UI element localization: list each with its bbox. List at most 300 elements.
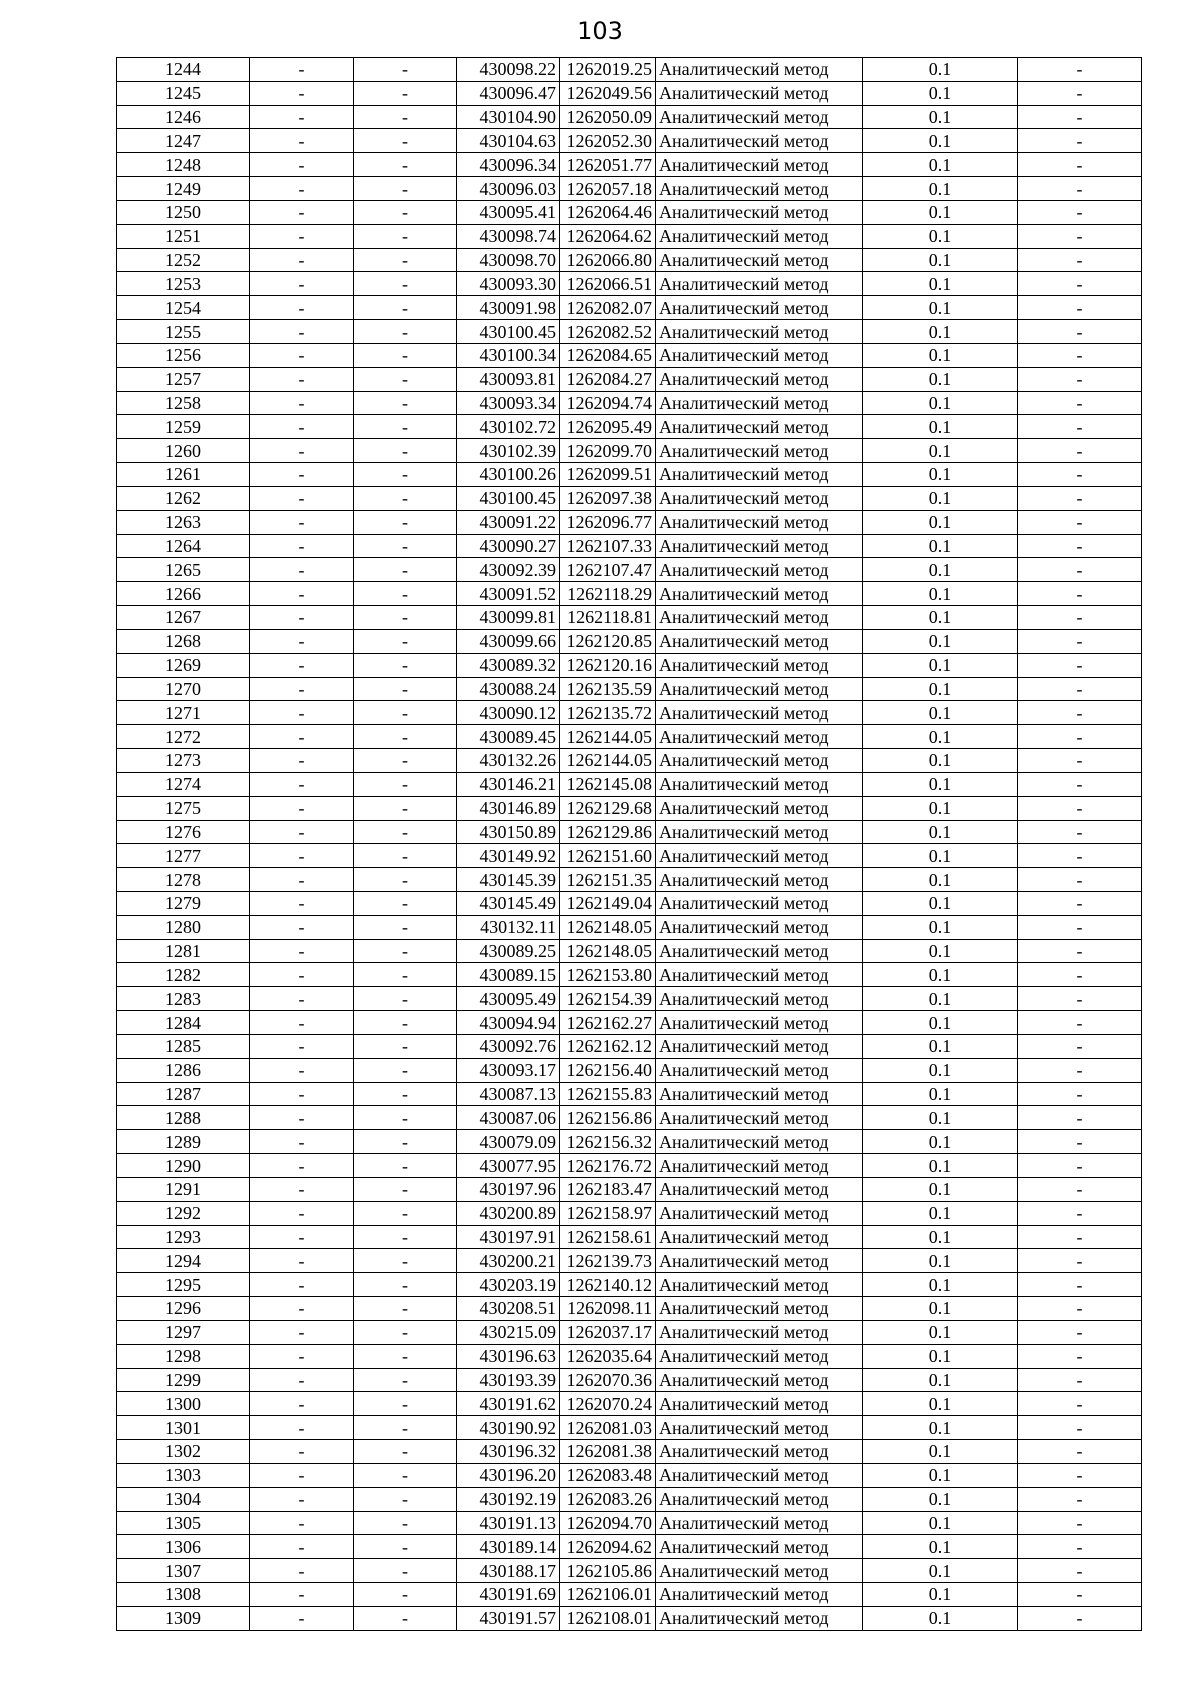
y-coordinate-cell: 1262066.51 — [560, 272, 656, 296]
y-coordinate-cell: 1262064.62 — [560, 224, 656, 248]
method-cell: Аналитический метод — [656, 129, 863, 153]
dash-cell: - — [250, 1201, 354, 1225]
dash-cell: - — [1018, 1344, 1142, 1368]
y-coordinate-cell: 1262081.03 — [560, 1416, 656, 1440]
y-coordinate-cell: 1262158.97 — [560, 1201, 656, 1225]
dash-cell: - — [354, 939, 457, 963]
dash-cell: - — [354, 1297, 457, 1321]
dash-cell: - — [354, 820, 457, 844]
table-row — [117, 1606, 1142, 1630]
method-cell: Аналитический метод — [656, 177, 863, 201]
table-row — [117, 1583, 1142, 1607]
dash-cell: - — [354, 1583, 457, 1607]
dash-cell: - — [354, 224, 457, 248]
table-row — [117, 272, 1142, 296]
table-row — [117, 844, 1142, 868]
table-row — [117, 105, 1142, 129]
dash-cell: - — [250, 1511, 354, 1535]
method-cell: Аналитический метод — [656, 915, 863, 939]
x-coordinate-cell: 430203.19 — [457, 1273, 560, 1297]
table-row — [117, 1297, 1142, 1321]
point-number-cell: 1266 — [117, 582, 250, 606]
dash-cell: - — [250, 343, 354, 367]
x-coordinate-cell: 430089.25 — [457, 939, 560, 963]
method-cell: Аналитический метод — [656, 296, 863, 320]
accuracy-cell: 0.1 — [863, 1416, 1018, 1440]
dash-cell: - — [1018, 1082, 1142, 1106]
method-cell: Аналитический метод — [656, 963, 863, 987]
point-number-cell: 1305 — [117, 1511, 250, 1535]
point-number-cell: 1289 — [117, 1130, 250, 1154]
dash-cell: - — [1018, 606, 1142, 630]
point-number-cell: 1245 — [117, 81, 250, 105]
x-coordinate-cell: 430099.81 — [457, 606, 560, 630]
point-number-cell: 1286 — [117, 1058, 250, 1082]
dash-cell: - — [250, 1011, 354, 1035]
dash-cell: - — [354, 81, 457, 105]
point-number-cell: 1306 — [117, 1535, 250, 1559]
accuracy-cell: 0.1 — [863, 391, 1018, 415]
method-cell: Аналитический метод — [656, 248, 863, 272]
table-row — [117, 891, 1142, 915]
point-number-cell: 1302 — [117, 1440, 250, 1464]
method-cell: Аналитический метод — [656, 200, 863, 224]
dash-cell: - — [250, 1297, 354, 1321]
y-coordinate-cell: 1262162.27 — [560, 1011, 656, 1035]
table-row — [117, 510, 1142, 534]
dash-cell: - — [354, 1416, 457, 1440]
dash-cell: - — [354, 320, 457, 344]
dash-cell: - — [250, 558, 354, 582]
accuracy-cell: 0.1 — [863, 1392, 1018, 1416]
dash-cell: - — [1018, 1058, 1142, 1082]
point-number-cell: 1309 — [117, 1606, 250, 1630]
point-number-cell: 1268 — [117, 629, 250, 653]
x-coordinate-cell: 430093.30 — [457, 272, 560, 296]
method-cell: Аналитический метод — [656, 415, 863, 439]
dash-cell: - — [250, 510, 354, 534]
dash-cell: - — [250, 415, 354, 439]
dash-cell: - — [1018, 558, 1142, 582]
point-number-cell: 1293 — [117, 1225, 250, 1249]
dash-cell: - — [250, 1106, 354, 1130]
dash-cell: - — [1018, 582, 1142, 606]
dash-cell: - — [1018, 439, 1142, 463]
method-cell: Аналитический метод — [656, 1606, 863, 1630]
dash-cell: - — [354, 1320, 457, 1344]
y-coordinate-cell: 1262153.80 — [560, 963, 656, 987]
point-number-cell: 1250 — [117, 200, 250, 224]
x-coordinate-cell: 430197.96 — [457, 1177, 560, 1201]
y-coordinate-cell: 1262084.65 — [560, 343, 656, 367]
y-coordinate-cell: 1262108.01 — [560, 1606, 656, 1630]
y-coordinate-cell: 1262156.32 — [560, 1130, 656, 1154]
point-number-cell: 1271 — [117, 701, 250, 725]
table-row — [117, 1559, 1142, 1583]
accuracy-cell: 0.1 — [863, 963, 1018, 987]
point-number-cell: 1283 — [117, 987, 250, 1011]
method-cell: Аналитический метод — [656, 939, 863, 963]
x-coordinate-cell: 430150.89 — [457, 820, 560, 844]
dash-cell: - — [354, 1344, 457, 1368]
dash-cell: - — [250, 939, 354, 963]
accuracy-cell: 0.1 — [863, 1154, 1018, 1178]
dash-cell: - — [250, 200, 354, 224]
y-coordinate-cell: 1262148.05 — [560, 939, 656, 963]
y-coordinate-cell: 1262094.62 — [560, 1535, 656, 1559]
method-cell: Аналитический метод — [656, 1082, 863, 1106]
point-number-cell: 1291 — [117, 1177, 250, 1201]
x-coordinate-cell: 430091.98 — [457, 296, 560, 320]
point-number-cell: 1297 — [117, 1320, 250, 1344]
table-row — [117, 820, 1142, 844]
dash-cell: - — [250, 1225, 354, 1249]
y-coordinate-cell: 1262083.48 — [560, 1463, 656, 1487]
accuracy-cell: 0.1 — [863, 915, 1018, 939]
y-coordinate-cell: 1262105.86 — [560, 1559, 656, 1583]
point-number-cell: 1248 — [117, 153, 250, 177]
point-number-cell: 1292 — [117, 1201, 250, 1225]
dash-cell: - — [1018, 463, 1142, 487]
dash-cell: - — [1018, 939, 1142, 963]
table-row — [117, 1487, 1142, 1511]
dash-cell: - — [250, 915, 354, 939]
dash-cell: - — [250, 1058, 354, 1082]
dash-cell: - — [354, 439, 457, 463]
method-cell: Аналитический метод — [656, 1273, 863, 1297]
x-coordinate-cell: 430092.39 — [457, 558, 560, 582]
method-cell: Аналитический метод — [656, 582, 863, 606]
table-row — [117, 606, 1142, 630]
dash-cell: - — [250, 963, 354, 987]
dash-cell: - — [1018, 1106, 1142, 1130]
dash-cell: - — [354, 1463, 457, 1487]
point-number-cell: 1261 — [117, 463, 250, 487]
dash-cell: - — [354, 1606, 457, 1630]
point-number-cell: 1279 — [117, 891, 250, 915]
point-number-cell: 1274 — [117, 772, 250, 796]
dash-cell: - — [250, 1487, 354, 1511]
x-coordinate-cell: 430096.34 — [457, 153, 560, 177]
dash-cell: - — [1018, 963, 1142, 987]
method-cell: Аналитический метод — [656, 1463, 863, 1487]
dash-cell: - — [250, 1416, 354, 1440]
point-number-cell: 1249 — [117, 177, 250, 201]
dash-cell: - — [354, 749, 457, 773]
dash-cell: - — [250, 629, 354, 653]
dash-cell: - — [354, 987, 457, 1011]
dash-cell: - — [250, 58, 354, 82]
dash-cell: - — [250, 1463, 354, 1487]
dash-cell: - — [354, 1154, 457, 1178]
table-row — [117, 1154, 1142, 1178]
dash-cell: - — [250, 391, 354, 415]
dash-cell: - — [354, 105, 457, 129]
dash-cell: - — [1018, 844, 1142, 868]
table-row — [117, 320, 1142, 344]
method-cell: Аналитический метод — [656, 1368, 863, 1392]
method-cell: Аналитический метод — [656, 868, 863, 892]
point-number-cell: 1287 — [117, 1082, 250, 1106]
dash-cell: - — [1018, 868, 1142, 892]
dash-cell: - — [1018, 915, 1142, 939]
accuracy-cell: 0.1 — [863, 844, 1018, 868]
y-coordinate-cell: 1262035.64 — [560, 1344, 656, 1368]
y-coordinate-cell: 1262094.70 — [560, 1511, 656, 1535]
method-cell: Аналитический метод — [656, 606, 863, 630]
method-cell: Аналитический метод — [656, 391, 863, 415]
x-coordinate-cell: 430095.49 — [457, 987, 560, 1011]
accuracy-cell: 0.1 — [863, 987, 1018, 1011]
accuracy-cell: 0.1 — [863, 439, 1018, 463]
x-coordinate-cell: 430089.15 — [457, 963, 560, 987]
y-coordinate-cell: 1262099.51 — [560, 463, 656, 487]
method-cell: Аналитический метод — [656, 1034, 863, 1058]
table-row — [117, 81, 1142, 105]
method-cell: Аналитический метод — [656, 510, 863, 534]
y-coordinate-cell: 1262156.40 — [560, 1058, 656, 1082]
point-number-cell: 1284 — [117, 1011, 250, 1035]
table-row — [117, 391, 1142, 415]
dash-cell: - — [250, 844, 354, 868]
y-coordinate-cell: 1262051.77 — [560, 153, 656, 177]
table-row — [117, 463, 1142, 487]
x-coordinate-cell: 430098.74 — [457, 224, 560, 248]
dash-cell: - — [354, 963, 457, 987]
dash-cell: - — [354, 868, 457, 892]
method-cell: Аналитический метод — [656, 320, 863, 344]
dash-cell: - — [1018, 320, 1142, 344]
method-cell: Аналитический метод — [656, 891, 863, 915]
dash-cell: - — [1018, 81, 1142, 105]
point-number-cell: 1247 — [117, 129, 250, 153]
table-row — [117, 1273, 1142, 1297]
table-row — [117, 439, 1142, 463]
dash-cell: - — [250, 820, 354, 844]
accuracy-cell: 0.1 — [863, 1440, 1018, 1464]
accuracy-cell: 0.1 — [863, 1106, 1018, 1130]
y-coordinate-cell: 1262083.26 — [560, 1487, 656, 1511]
dash-cell: - — [1018, 510, 1142, 534]
dash-cell: - — [354, 1106, 457, 1130]
dash-cell: - — [250, 534, 354, 558]
table-row — [117, 868, 1142, 892]
method-cell: Аналитический метод — [656, 1058, 863, 1082]
dash-cell: - — [1018, 1463, 1142, 1487]
y-coordinate-cell: 1262099.70 — [560, 439, 656, 463]
y-coordinate-cell: 1262107.47 — [560, 558, 656, 582]
dash-cell: - — [354, 463, 457, 487]
method-cell: Аналитический метод — [656, 463, 863, 487]
dash-cell: - — [354, 796, 457, 820]
dash-cell: - — [354, 296, 457, 320]
accuracy-cell: 0.1 — [863, 1011, 1018, 1035]
y-coordinate-cell: 1262120.85 — [560, 629, 656, 653]
y-coordinate-cell: 1262156.86 — [560, 1106, 656, 1130]
point-number-cell: 1290 — [117, 1154, 250, 1178]
dash-cell: - — [1018, 1201, 1142, 1225]
dash-cell: - — [250, 296, 354, 320]
y-coordinate-cell: 1262049.56 — [560, 81, 656, 105]
accuracy-cell: 0.1 — [863, 224, 1018, 248]
dash-cell: - — [250, 1177, 354, 1201]
x-coordinate-cell: 430090.27 — [457, 534, 560, 558]
dash-cell: - — [1018, 105, 1142, 129]
point-number-cell: 1254 — [117, 296, 250, 320]
table-row — [117, 534, 1142, 558]
method-cell: Аналитический метод — [656, 749, 863, 773]
dash-cell: - — [250, 320, 354, 344]
x-coordinate-cell: 430102.39 — [457, 439, 560, 463]
table-row — [117, 1511, 1142, 1535]
point-number-cell: 1263 — [117, 510, 250, 534]
accuracy-cell: 0.1 — [863, 1487, 1018, 1511]
x-coordinate-cell: 430146.21 — [457, 772, 560, 796]
y-coordinate-cell: 1262057.18 — [560, 177, 656, 201]
dash-cell: - — [354, 582, 457, 606]
dash-cell: - — [354, 1225, 457, 1249]
accuracy-cell: 0.1 — [863, 1511, 1018, 1535]
method-cell: Аналитический метод — [656, 81, 863, 105]
dash-cell: - — [354, 677, 457, 701]
x-coordinate-cell: 430197.91 — [457, 1225, 560, 1249]
accuracy-cell: 0.1 — [863, 796, 1018, 820]
y-coordinate-cell: 1262084.27 — [560, 367, 656, 391]
x-coordinate-cell: 430093.81 — [457, 367, 560, 391]
accuracy-cell: 0.1 — [863, 653, 1018, 677]
point-number-cell: 1278 — [117, 868, 250, 892]
dash-cell: - — [250, 1606, 354, 1630]
y-coordinate-cell: 1262151.60 — [560, 844, 656, 868]
dash-cell: - — [354, 772, 457, 796]
y-coordinate-cell: 1262094.74 — [560, 391, 656, 415]
table-row — [117, 1034, 1142, 1058]
x-coordinate-cell: 430079.09 — [457, 1130, 560, 1154]
table-row — [117, 749, 1142, 773]
x-coordinate-cell: 430132.26 — [457, 749, 560, 773]
x-coordinate-cell: 430146.89 — [457, 796, 560, 820]
dash-cell: - — [354, 1273, 457, 1297]
x-coordinate-cell: 430196.63 — [457, 1344, 560, 1368]
y-coordinate-cell: 1262129.86 — [560, 820, 656, 844]
table-row — [117, 1225, 1142, 1249]
point-number-cell: 1296 — [117, 1297, 250, 1321]
y-coordinate-cell: 1262129.68 — [560, 796, 656, 820]
dash-cell: - — [250, 486, 354, 510]
dash-cell: - — [1018, 1273, 1142, 1297]
dash-cell: - — [250, 105, 354, 129]
point-number-cell: 1308 — [117, 1583, 250, 1607]
y-coordinate-cell: 1262082.07 — [560, 296, 656, 320]
point-number-cell: 1253 — [117, 272, 250, 296]
accuracy-cell: 0.1 — [863, 1225, 1018, 1249]
dash-cell: - — [250, 677, 354, 701]
accuracy-cell: 0.1 — [863, 1249, 1018, 1273]
x-coordinate-cell: 430196.20 — [457, 1463, 560, 1487]
table-row — [117, 296, 1142, 320]
dash-cell: - — [1018, 1487, 1142, 1511]
dash-cell: - — [250, 81, 354, 105]
point-number-cell: 1304 — [117, 1487, 250, 1511]
dash-cell: - — [250, 1392, 354, 1416]
accuracy-cell: 0.1 — [863, 891, 1018, 915]
table-row — [117, 1011, 1142, 1035]
point-number-cell: 1270 — [117, 677, 250, 701]
dash-cell: - — [1018, 1177, 1142, 1201]
x-coordinate-cell: 430191.62 — [457, 1392, 560, 1416]
x-coordinate-cell: 430096.03 — [457, 177, 560, 201]
dash-cell: - — [1018, 1440, 1142, 1464]
table-row — [117, 224, 1142, 248]
y-coordinate-cell: 1262096.77 — [560, 510, 656, 534]
x-coordinate-cell: 430208.51 — [457, 1297, 560, 1321]
dash-cell: - — [1018, 1225, 1142, 1249]
accuracy-cell: 0.1 — [863, 248, 1018, 272]
dash-cell: - — [354, 653, 457, 677]
dash-cell: - — [1018, 820, 1142, 844]
accuracy-cell: 0.1 — [863, 749, 1018, 773]
accuracy-cell: 0.1 — [863, 153, 1018, 177]
method-cell: Аналитический метод — [656, 343, 863, 367]
dash-cell: - — [250, 891, 354, 915]
dash-cell: - — [250, 272, 354, 296]
dash-cell: - — [354, 415, 457, 439]
dash-cell: - — [354, 1058, 457, 1082]
table-row — [117, 1130, 1142, 1154]
method-cell: Аналитический метод — [656, 1440, 863, 1464]
dash-cell: - — [354, 1392, 457, 1416]
method-cell: Аналитический метод — [656, 1511, 863, 1535]
point-number-cell: 1255 — [117, 320, 250, 344]
x-coordinate-cell: 430102.72 — [457, 415, 560, 439]
point-number-cell: 1264 — [117, 534, 250, 558]
y-coordinate-cell: 1262050.09 — [560, 105, 656, 129]
accuracy-cell: 0.1 — [863, 343, 1018, 367]
accuracy-cell: 0.1 — [863, 200, 1018, 224]
point-number-cell: 1299 — [117, 1368, 250, 1392]
point-number-cell: 1257 — [117, 367, 250, 391]
method-cell: Аналитический метод — [656, 987, 863, 1011]
accuracy-cell: 0.1 — [863, 1559, 1018, 1583]
y-coordinate-cell: 1262139.73 — [560, 1249, 656, 1273]
dash-cell: - — [354, 701, 457, 725]
dash-cell: - — [1018, 677, 1142, 701]
table-row — [117, 677, 1142, 701]
dash-cell: - — [250, 701, 354, 725]
accuracy-cell: 0.1 — [863, 534, 1018, 558]
dash-cell: - — [1018, 224, 1142, 248]
table-row — [117, 629, 1142, 653]
dash-cell: - — [354, 486, 457, 510]
x-coordinate-cell: 430145.39 — [457, 868, 560, 892]
y-coordinate-cell: 1262158.61 — [560, 1225, 656, 1249]
dash-cell: - — [1018, 653, 1142, 677]
y-coordinate-cell: 1262064.46 — [560, 200, 656, 224]
accuracy-cell: 0.1 — [863, 725, 1018, 749]
dash-cell: - — [354, 391, 457, 415]
dash-cell: - — [250, 772, 354, 796]
x-coordinate-cell: 430193.39 — [457, 1368, 560, 1392]
point-number-cell: 1275 — [117, 796, 250, 820]
accuracy-cell: 0.1 — [863, 1535, 1018, 1559]
dash-cell: - — [250, 463, 354, 487]
method-cell: Аналитический метод — [656, 153, 863, 177]
accuracy-cell: 0.1 — [863, 1058, 1018, 1082]
table-row — [117, 1416, 1142, 1440]
accuracy-cell: 0.1 — [863, 296, 1018, 320]
dash-cell: - — [1018, 296, 1142, 320]
y-coordinate-cell: 1262155.83 — [560, 1082, 656, 1106]
